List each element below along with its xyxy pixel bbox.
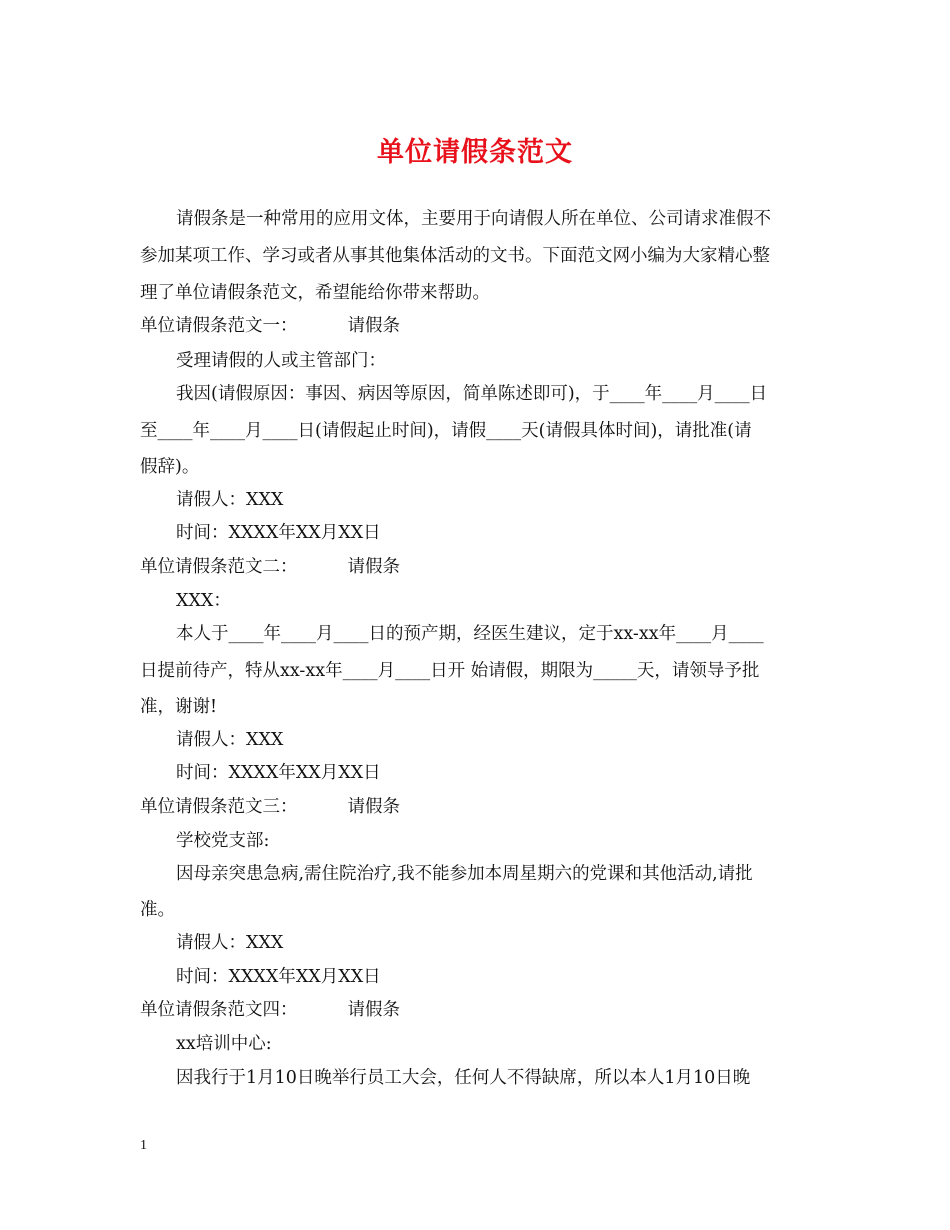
- recipient-line: 受理请假的人或主管部门：: [176, 351, 386, 371]
- document-title: 单位请假条范文: [377, 137, 573, 168]
- body-line: 因我行于1月10日晚举行员工大会，任何人不得缺席，所以本人1月10日晚: [176, 1068, 751, 1088]
- sample-heading-label: 请假条: [347, 1000, 400, 1020]
- recipient-line: 学校党支部:: [176, 831, 270, 851]
- sample-heading-text: 单位请假条范文二：: [140, 557, 298, 577]
- sample-heading-label: 请假条: [347, 797, 400, 817]
- sample-heading: [140, 315, 400, 337]
- date-line: 时间：XXXX年XX月XX日: [176, 523, 381, 543]
- body-line: 至____年____月____日(请假起止时间)，请假____天(请假具体时间)，请批准(请: [140, 421, 752, 441]
- intro-line: 参加某项工作、学习或者从事其他集体活动的文书。下面范文网小编为大家精心整: [140, 246, 770, 266]
- body-line: 准。: [140, 900, 175, 920]
- intro-line: 理了单位请假条范文，希望能给你带来帮助。: [140, 283, 490, 303]
- date-line: 时间：XXXX年XX月XX日: [176, 967, 381, 987]
- sample-heading-text: 单位请假条范文四：: [140, 1000, 298, 1020]
- sample-heading-label: 请假条: [347, 557, 400, 577]
- signer-line: 请假人：XXX: [176, 490, 284, 510]
- sample-heading: [140, 999, 400, 1021]
- body-line: 本人于____年____月____日的预产期，经医生建议，定于xx-xx年____月____: [176, 624, 764, 644]
- body-line: 日提前待产，特从xx-xx年____月____日开 始请假，期限为_____天，请领导予批: [140, 661, 760, 681]
- recipient-line: xx培训中心:: [176, 1034, 272, 1054]
- sample-heading-text: 单位请假条范文三：: [140, 797, 298, 817]
- sample-heading: [140, 556, 400, 578]
- body-line: 因母亲突患急病,需住院治疗,我不能参加本周星期六的党课和其他活动,请批: [176, 864, 753, 884]
- body-line: 准，谢谢!: [140, 697, 218, 717]
- sample-heading-label: 请假条: [347, 316, 400, 336]
- sample-heading: [140, 796, 400, 818]
- recipient-line: XXX：: [176, 591, 231, 611]
- page-number: 1: [140, 1138, 147, 1153]
- date-line: 时间：XXXX年XX月XX日: [176, 763, 381, 783]
- sample-heading-text: 单位请假条范文一：: [140, 316, 298, 336]
- intro-line: 请假条是一种常用的应用文体，主要用于向请假人所在单位、公司请求准假不: [176, 209, 771, 229]
- body-line: 假辞)。: [140, 457, 200, 477]
- signer-line: 请假人：XXX: [176, 730, 284, 750]
- signer-line: 请假人：XXX: [176, 933, 284, 953]
- body-line: 我因(请假原因：事因、病因等原因，简单陈述即可)，于____年____月____日: [176, 384, 768, 404]
